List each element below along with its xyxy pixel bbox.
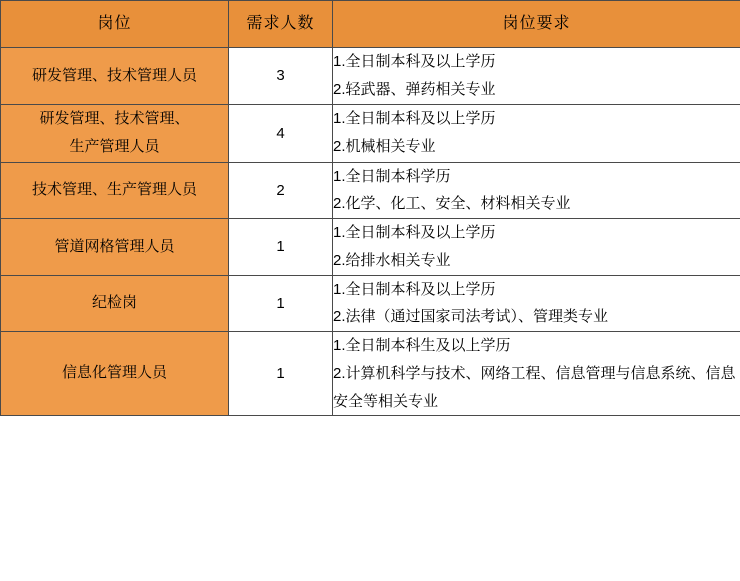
header-cell-requirements [333,1,740,48]
requirement-line: 1.全日制本科及以上学历 [333,53,496,70]
post-line: 管道网格管理人员 [54,237,175,255]
cell-requirements [333,275,740,332]
cell-requirements [333,219,740,276]
cell-post [1,48,229,105]
post-line: 研发管理、技术管理、 [39,109,190,127]
requirement-line: 1.全日制本科学历 [333,167,451,185]
requirement-line: 1.全日制本科生及以上学历 [333,337,511,354]
cell-post [1,162,229,219]
cell-count: 1 [229,332,333,416]
cell-count: 1 [229,219,333,276]
cell-count: 1 [229,275,333,332]
post-line: 纪检岗 [91,294,137,311]
cell-count: 3 [229,48,333,105]
post-line: 信息化管理人员 [61,364,167,382]
table-row [1,275,740,332]
post-line: 技术管理、生产管理人员 [31,181,197,198]
table-header-row [1,1,740,48]
header-label-post: 岗位 [97,15,132,33]
table-row [1,219,740,276]
requirement-line: 2.法律（通过国家司法考试）、管理类专业 [333,308,609,326]
cell-post [1,104,229,162]
header-label-count: 需求人数 [246,15,315,33]
requirement-line: 2.化学、化工、安全、材料相关专业 [333,195,571,213]
table-row [1,48,740,105]
requirement-line: 2.机械相关专业 [333,138,436,155]
table-body [1,1,740,416]
header-cell-post [1,1,229,48]
cell-requirements [333,332,740,416]
header-label-requirements: 岗位要求 [502,15,571,33]
requirement-line: 1.全日制本科及以上学历 [333,110,496,128]
table-row [1,162,740,219]
requirement-line: 1.全日制本科及以上学历 [333,224,496,241]
cell-requirements [333,162,740,219]
requirement-line: 2.计算机科学与技术、网络工程、信息管理与信息系统、信息安全等相关专业 [333,364,736,410]
cell-count: 4 [229,104,333,162]
table-row [1,332,740,416]
requirement-line: 2.给排水相关专业 [333,251,451,269]
requirement-line: 2.轻武器、弹药相关专业 [333,80,496,98]
cell-requirements [333,48,740,105]
cell-post [1,332,229,416]
cell-count: 2 [229,162,333,219]
cell-post [1,219,229,276]
post-line: 生产管理人员 [69,138,160,155]
table-row [1,104,740,162]
post-line: 研发管理、技术管理人员 [31,66,197,84]
requirement-line: 1.全日制本科及以上学历 [333,280,496,298]
header-cell-count [229,1,333,48]
cell-requirements [333,104,740,162]
cell-post [1,275,229,332]
